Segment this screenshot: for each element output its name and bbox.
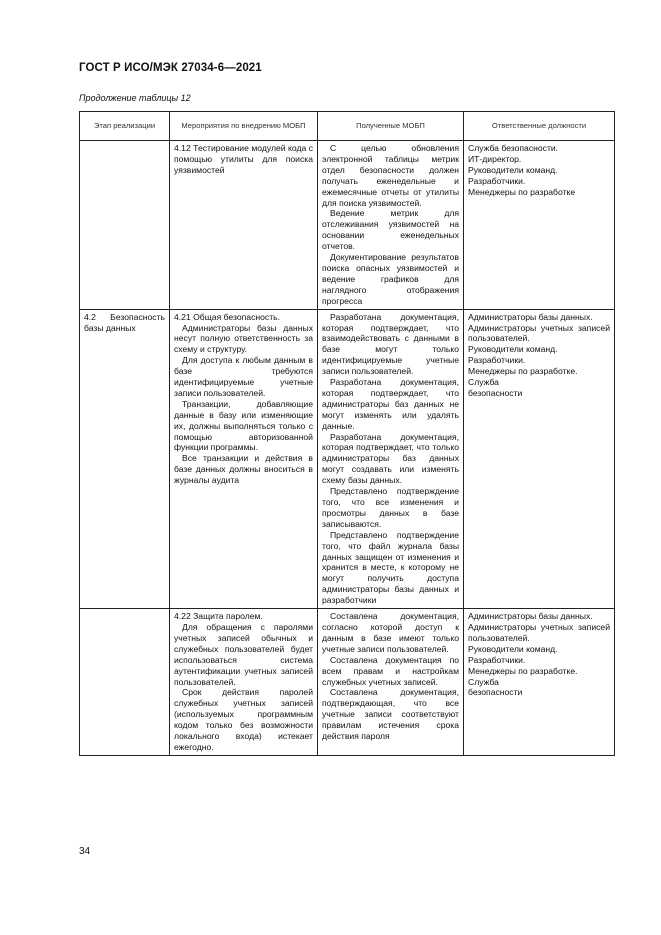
- roles-paragraph: Руководители команд.: [468, 643, 558, 654]
- table-row: [80, 309, 615, 608]
- roles-paragraph: Менеджеры по разработке.: [468, 665, 578, 676]
- activities-paragraph: Транзакции, добавляющие данные в базу или изменяющие их, должны выполняться только с помощью авторизованной функции программы.: [174, 398, 313, 453]
- results-cell: [318, 609, 464, 756]
- roles-paragraph: Руководители команд.: [468, 164, 558, 175]
- roles-paragraph: Менеджеры по разработке.: [468, 366, 578, 377]
- header-results: Полученные МОБП: [318, 112, 464, 141]
- stage-cell: [80, 309, 170, 608]
- header-stage: Этап реализации: [80, 112, 170, 141]
- results-paragraph: Разработана документация, которая подтверждает, что администраторы баз данных не могут изменять или удалять данные.: [322, 377, 459, 431]
- table-continuation-label: Продолжение таблицы 12: [79, 93, 191, 103]
- activities-paragraph: Для доступа к любым данным в базе требуются идентифицируемые учетные записи пользователей.: [174, 355, 313, 398]
- activities-paragraph: Срок действия паролей служебных учетных записей (используемых программным кодом только без возможности локального входа) истекает ежегодно.: [174, 687, 313, 752]
- measures-table: [79, 111, 615, 756]
- results-paragraph: Представлено подтверждение того, что все изменения и просмотры данных в базе записываются.: [322, 486, 459, 529]
- roles-paragraph: Администраторы учетных записей пользователей.: [468, 621, 610, 643]
- table-header-row: [80, 112, 615, 141]
- activities-paragraph: Для обращения с паролями учетных записей обычных и служебных пользователей будет использоваться система аутентификации учетных записей пользователей.: [174, 621, 313, 687]
- roles-paragraph: Менеджеры по разработке: [468, 186, 576, 197]
- stage-cell: [80, 141, 170, 310]
- roles-paragraph: Разработчики.: [468, 355, 526, 366]
- results-paragraph: Составлена документация, согласно которой доступ к данным в базе имеют только учетные записи пользователей.: [322, 611, 459, 654]
- results-paragraph: Разработана документация, которая подтверждает, что взаимодействовать с данными в базе могут только идентифицируемые учетные записи пользователей.: [322, 311, 459, 377]
- roles-paragraph: ИТ-директор.: [468, 153, 522, 164]
- activities-paragraph: 4.22 Защита паролем.: [174, 611, 263, 622]
- roles-paragraph: безопасности: [468, 687, 523, 698]
- activities-cell: [170, 309, 318, 608]
- stage-paragraph: 4.2 Безопасность базы данных: [84, 311, 165, 333]
- roles-paragraph: Служба: [468, 676, 499, 687]
- roles-paragraph: Разработчики.: [468, 654, 526, 665]
- roles-paragraph: безопасности: [468, 387, 523, 398]
- roles-cell: [464, 609, 615, 756]
- results-paragraph: Разработана документация, которая подтверждает, что только администраторы баз данных могут создавать или изменять схему базы данных.: [322, 431, 459, 486]
- stage-cell: [80, 609, 170, 756]
- roles-cell: [464, 309, 615, 608]
- activities-cell: [170, 141, 318, 310]
- results-paragraph: Ведение метрик для отслеживания уязвимостей на основании еженедельных отчетов.: [322, 208, 459, 252]
- activities-paragraph: 4.21 Общая безопасность.: [174, 311, 281, 322]
- roles-paragraph: Администраторы учетных записей пользователей.: [468, 322, 610, 344]
- activities-paragraph: Администраторы базы данных несут полную ответственность за схему и структуру.: [174, 322, 313, 355]
- roles-paragraph: Разработчики.: [468, 175, 526, 186]
- roles-paragraph: Администраторы базы данных.: [468, 611, 593, 622]
- results-cell: [318, 141, 464, 310]
- document-title: ГОСТ Р ИСО/МЭК 27034-6—2021: [79, 62, 262, 74]
- roles-paragraph: Служба безопасности.: [468, 143, 559, 153]
- results-cell: [318, 309, 464, 608]
- activities-paragraph: 4.12 Тестирование модулей кода с помощью утилиты для поиска уязвимостей: [174, 143, 313, 175]
- header-activities: Мероприятия по внедрению МОБП: [170, 112, 318, 141]
- roles-paragraph: Служба: [468, 377, 499, 388]
- results-paragraph: С целью обновления электронной таблицы метрик отдел безопасности должен получать еженедельные и ежемесячные отчеты от утилиты для поиска уязвимостей.: [322, 143, 459, 208]
- results-paragraph: Составлена документация по всем правам и настройкам служебных учетных записей.: [322, 654, 459, 687]
- results-paragraph: Составлена документация, подтверждающая, что все учетные записи соответствуют правилам истечения срока действия пароля: [322, 687, 459, 742]
- activities-paragraph: Все транзакции и действия в базе данных должны вноситься в журналы аудита: [174, 453, 313, 486]
- table-row: [80, 141, 615, 310]
- roles-paragraph: Администраторы базы данных.: [468, 311, 593, 322]
- results-paragraph: Документирование результатов поиска опасных уязвимостей и ведение графиков для наглядного отображения прогресса: [322, 252, 459, 306]
- header-roles: Ответственные должности: [464, 112, 615, 141]
- page-number: 34: [79, 846, 91, 857]
- results-paragraph: Представлено подтверждение того, что файл журнала базы данных защищен от изменения и хранится в месте, к которому не могут получить доступа администраторы базы данных и разработчики: [322, 529, 459, 606]
- table-row: [80, 609, 615, 756]
- activities-cell: [170, 609, 318, 756]
- roles-paragraph: Руководители команд.: [468, 344, 558, 355]
- roles-cell: [464, 141, 615, 310]
